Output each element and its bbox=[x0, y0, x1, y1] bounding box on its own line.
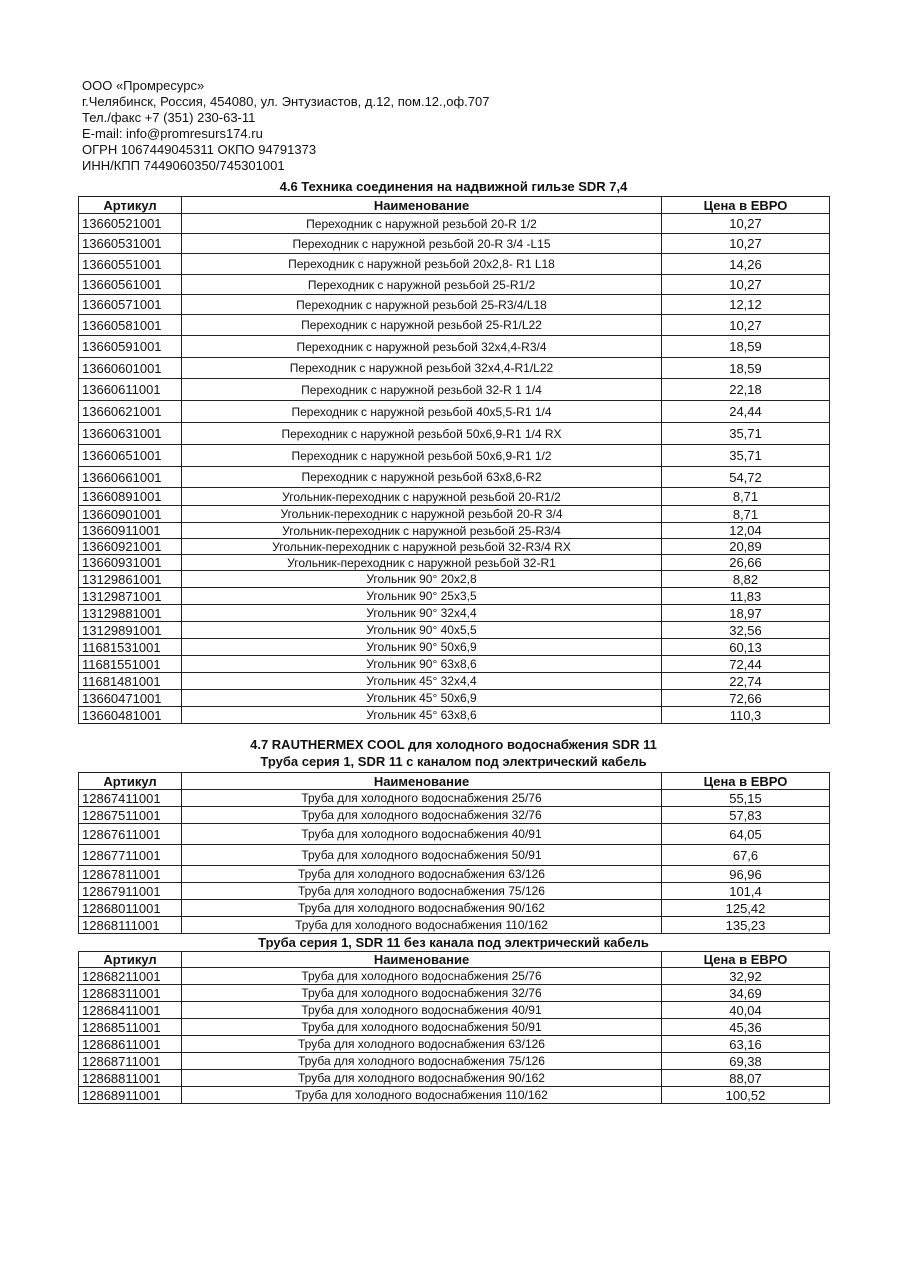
article-cell: 13660591001 bbox=[79, 336, 182, 358]
article-cell: 11681531001 bbox=[79, 639, 182, 656]
name-cell: Труба для холодного водоснабжения 90/162 bbox=[182, 900, 662, 917]
price-cell: 18,59 bbox=[662, 358, 830, 379]
price-cell: 64,05 bbox=[662, 824, 830, 845]
price-cell: 18,97 bbox=[662, 605, 830, 622]
company-email: E-mail: info@promresurs174.ru bbox=[82, 126, 263, 141]
name-cell: Труба для холодного водоснабжения 50/91 bbox=[182, 1019, 662, 1036]
table-row bbox=[79, 900, 830, 917]
price-cell: 20,89 bbox=[662, 539, 830, 555]
article-cell: 12867611001 bbox=[79, 824, 182, 845]
table-row bbox=[79, 254, 830, 275]
table-row bbox=[79, 275, 830, 295]
table-row bbox=[79, 1087, 830, 1104]
price-cell: 72,66 bbox=[662, 690, 830, 707]
price-cell: 35,71 bbox=[662, 445, 830, 467]
article-cell: 12868811001 bbox=[79, 1070, 182, 1087]
price-cell: 18,59 bbox=[662, 336, 830, 358]
name-cell: Угольник 45° 50x6,9 bbox=[182, 690, 662, 707]
header-price: Цена в ЕВРО bbox=[662, 952, 830, 968]
name-cell: Переходник с наружной резьбой 25-R3/4/L18 bbox=[182, 295, 662, 315]
price-cell: 88,07 bbox=[662, 1070, 830, 1087]
article-cell: 11681551001 bbox=[79, 656, 182, 673]
company-inn: ИНН/КПП 7449060350/745301001 bbox=[82, 158, 285, 173]
name-cell: Переходник с наружной резьбой 20-R 1/2 bbox=[182, 214, 662, 234]
article-cell: 13660571001 bbox=[79, 295, 182, 315]
price-cell: 22,18 bbox=[662, 379, 830, 401]
name-cell: Переходник с наружной резьбой 50x6,9-R1 1/2 bbox=[182, 445, 662, 467]
company-ogrn: ОГРН 1067449045311 ОКПО 94791373 bbox=[82, 142, 317, 157]
table-row bbox=[79, 690, 830, 707]
price-cell: 12,12 bbox=[662, 295, 830, 315]
article-cell: 13129861001 bbox=[79, 571, 182, 588]
table-row bbox=[79, 423, 830, 445]
table-row bbox=[79, 845, 830, 866]
name-cell: Угольник 90° 63x8,6 bbox=[182, 656, 662, 673]
article-cell: 13660601001 bbox=[79, 358, 182, 379]
name-cell: Угольник-переходник с наружной резьбой 32-R3/4 RX bbox=[182, 539, 662, 555]
article-cell: 13660621001 bbox=[79, 401, 182, 423]
name-cell: Переходник с наружной резьбой 32-R 1 1/4 bbox=[182, 379, 662, 401]
table-row bbox=[79, 1036, 830, 1053]
article-cell: 12867911001 bbox=[79, 883, 182, 900]
table-row bbox=[79, 1070, 830, 1087]
price-cell: 101,4 bbox=[662, 883, 830, 900]
name-cell: Переходник с наружной резьбой 20-R 3/4 -L15 bbox=[182, 234, 662, 254]
article-cell: 13129871001 bbox=[79, 588, 182, 605]
price-cell: 12,04 bbox=[662, 523, 830, 539]
table-row bbox=[79, 315, 830, 336]
table-row bbox=[79, 358, 830, 379]
article-cell: 12867711001 bbox=[79, 845, 182, 866]
table-row bbox=[79, 445, 830, 467]
name-cell: Труба для холодного водоснабжения 110/162 bbox=[182, 917, 662, 934]
article-cell: 13660561001 bbox=[79, 275, 182, 295]
article-cell: 13660611001 bbox=[79, 379, 182, 401]
article-cell: 13660521001 bbox=[79, 214, 182, 234]
name-cell: Труба для холодного водоснабжения 32/76 bbox=[182, 985, 662, 1002]
article-cell: 12868411001 bbox=[79, 1002, 182, 1019]
table-row bbox=[79, 622, 830, 639]
article-cell: 12867411001 bbox=[79, 790, 182, 807]
price-cell: 10,27 bbox=[662, 214, 830, 234]
article-cell: 13660911001 bbox=[79, 523, 182, 539]
name-cell: Угольник 90° 25x3,5 bbox=[182, 588, 662, 605]
price-cell: 10,27 bbox=[662, 275, 830, 295]
name-cell: Переходник с наружной резьбой 20x2,8- R1 L18 bbox=[182, 254, 662, 275]
name-cell: Труба для холодного водоснабжения 110/162 bbox=[182, 1087, 662, 1104]
table-row bbox=[79, 539, 830, 555]
price-table-with-channel bbox=[78, 772, 830, 934]
price-cell: 110,3 bbox=[662, 707, 830, 724]
table-row bbox=[79, 917, 830, 934]
table-row bbox=[79, 824, 830, 845]
article-cell: 13129881001 bbox=[79, 605, 182, 622]
price-cell: 67,6 bbox=[662, 845, 830, 866]
name-cell: Переходник с наружной резьбой 40x5,5-R1 1/4 bbox=[182, 401, 662, 423]
table-row bbox=[79, 807, 830, 824]
table-row bbox=[79, 234, 830, 254]
name-cell: Переходник с наружной резьбой 32x4,4-R1/L22 bbox=[182, 358, 662, 379]
company-name: ООО «Промресурс» bbox=[82, 78, 205, 93]
name-cell: Труба для холодного водоснабжения 25/76 bbox=[182, 790, 662, 807]
name-cell: Угольник 45° 32x4,4 bbox=[182, 673, 662, 690]
header-article: Артикул bbox=[79, 952, 182, 968]
table-row bbox=[79, 401, 830, 423]
name-cell: Труба для холодного водоснабжения 32/76 bbox=[182, 807, 662, 824]
header-article: Артикул bbox=[79, 197, 182, 214]
price-cell: 72,44 bbox=[662, 656, 830, 673]
article-cell: 12868511001 bbox=[79, 1019, 182, 1036]
header-name: Наименование bbox=[182, 773, 662, 790]
name-cell: Угольник-переходник с наружной резьбой 20-R 3/4 bbox=[182, 506, 662, 523]
section-title-4-6: 4.6 Техника соединения на надвижной гильзе SDR 7,4 bbox=[279, 179, 628, 194]
article-cell: 13660901001 bbox=[79, 506, 182, 523]
table-row bbox=[79, 336, 830, 358]
article-cell: 13660931001 bbox=[79, 555, 182, 571]
price-cell: 60,13 bbox=[662, 639, 830, 656]
article-cell: 13660581001 bbox=[79, 315, 182, 336]
name-cell: Труба для холодного водоснабжения 25/76 bbox=[182, 968, 662, 985]
name-cell: Труба для холодного водоснабжения 50/91 bbox=[182, 845, 662, 866]
table-row bbox=[79, 707, 830, 724]
name-cell: Угольник 90° 40x5,5 bbox=[182, 622, 662, 639]
price-cell: 45,36 bbox=[662, 1019, 830, 1036]
table-row bbox=[79, 295, 830, 315]
table-row bbox=[79, 639, 830, 656]
name-cell: Угольник-переходник с наружной резьбой 20-R1/2 bbox=[182, 488, 662, 506]
table-row bbox=[79, 866, 830, 883]
price-cell: 8,71 bbox=[662, 506, 830, 523]
company-header bbox=[82, 78, 490, 174]
price-cell: 100,52 bbox=[662, 1087, 830, 1104]
price-cell: 22,74 bbox=[662, 673, 830, 690]
price-cell: 35,71 bbox=[662, 423, 830, 445]
article-cell: 13660481001 bbox=[79, 707, 182, 724]
article-cell: 13660921001 bbox=[79, 539, 182, 555]
article-cell: 12868611001 bbox=[79, 1036, 182, 1053]
table-row bbox=[79, 379, 830, 401]
table-row bbox=[79, 1002, 830, 1019]
article-cell: 13660551001 bbox=[79, 254, 182, 275]
header-price: Цена в ЕВРО bbox=[662, 773, 830, 790]
article-cell: 12867511001 bbox=[79, 807, 182, 824]
section-subtitle-with-channel: Труба серия 1, SDR 11 с каналом под электрический кабель bbox=[260, 754, 647, 769]
name-cell: Труба для холодного водоснабжения 63/126 bbox=[182, 1036, 662, 1053]
company-address: г.Челябинск, Россия, 454080, ул. Энтузиастов, д.12, пом.12.,оф.707 bbox=[82, 94, 490, 109]
article-cell: 12867811001 bbox=[79, 866, 182, 883]
name-cell: Угольник 90° 20x2,8 bbox=[182, 571, 662, 588]
name-cell: Труба для холодного водоснабжения 75/126 bbox=[182, 1053, 662, 1070]
price-cell: 8,82 bbox=[662, 571, 830, 588]
table-row bbox=[79, 673, 830, 690]
price-cell: 14,26 bbox=[662, 254, 830, 275]
price-cell: 135,23 bbox=[662, 917, 830, 934]
table-row bbox=[79, 1019, 830, 1036]
name-cell: Переходник с наружной резьбой 63x8,6-R2 bbox=[182, 467, 662, 488]
price-cell: 54,72 bbox=[662, 467, 830, 488]
price-cell: 34,69 bbox=[662, 985, 830, 1002]
price-cell: 57,83 bbox=[662, 807, 830, 824]
header-name: Наименование bbox=[182, 952, 662, 968]
name-cell: Переходник с наружной резьбой 25-R1/L22 bbox=[182, 315, 662, 336]
price-cell: 32,92 bbox=[662, 968, 830, 985]
table-row bbox=[79, 467, 830, 488]
header-article: Артикул bbox=[79, 773, 182, 790]
price-cell: 10,27 bbox=[662, 234, 830, 254]
price-cell: 11,83 bbox=[662, 588, 830, 605]
table-row bbox=[79, 571, 830, 588]
price-cell: 40,04 bbox=[662, 1002, 830, 1019]
price-table-4-6 bbox=[78, 196, 830, 724]
name-cell: Труба для холодного водоснабжения 75/126 bbox=[182, 883, 662, 900]
name-cell: Труба для холодного водоснабжения 40/91 bbox=[182, 824, 662, 845]
article-cell: 12868111001 bbox=[79, 917, 182, 934]
price-cell: 8,71 bbox=[662, 488, 830, 506]
header-name: Наименование bbox=[182, 197, 662, 214]
table-row bbox=[79, 523, 830, 539]
name-cell: Угольник 45° 63x8,6 bbox=[182, 707, 662, 724]
table-row bbox=[79, 555, 830, 571]
article-cell: 13129891001 bbox=[79, 622, 182, 639]
table-row bbox=[79, 588, 830, 605]
article-cell: 13660531001 bbox=[79, 234, 182, 254]
article-cell: 11681481001 bbox=[79, 673, 182, 690]
name-cell: Угольник-переходник с наружной резьбой 25-R3/4 bbox=[182, 523, 662, 539]
section-title-4-7: 4.7 RAUTHERMEX COOL для холодного водоснабжения SDR 11 bbox=[250, 737, 657, 752]
price-cell: 32,56 bbox=[662, 622, 830, 639]
table-row bbox=[79, 506, 830, 523]
article-cell: 13660471001 bbox=[79, 690, 182, 707]
price-cell: 26,66 bbox=[662, 555, 830, 571]
price-cell: 125,42 bbox=[662, 900, 830, 917]
price-table-without-channel bbox=[78, 951, 830, 1104]
article-cell: 13660651001 bbox=[79, 445, 182, 467]
name-cell: Переходник с наружной резьбой 32x4,4-R3/4 bbox=[182, 336, 662, 358]
name-cell: Угольник 90° 32x4,4 bbox=[182, 605, 662, 622]
article-cell: 12868011001 bbox=[79, 900, 182, 917]
article-cell: 13660891001 bbox=[79, 488, 182, 506]
price-cell: 63,16 bbox=[662, 1036, 830, 1053]
table-row bbox=[79, 968, 830, 985]
name-cell: Труба для холодного водоснабжения 63/126 bbox=[182, 866, 662, 883]
table-row bbox=[79, 656, 830, 673]
article-cell: 13660631001 bbox=[79, 423, 182, 445]
price-cell: 10,27 bbox=[662, 315, 830, 336]
table-row bbox=[79, 1053, 830, 1070]
header-price: Цена в ЕВРО bbox=[662, 197, 830, 214]
table-row bbox=[79, 883, 830, 900]
name-cell: Угольник-переходник с наружной резьбой 32-R1 bbox=[182, 555, 662, 571]
name-cell: Труба для холодного водоснабжения 40/91 bbox=[182, 1002, 662, 1019]
section-title-without-channel: Труба серия 1, SDR 11 без канала под электрический кабель bbox=[258, 935, 649, 950]
price-cell: 69,38 bbox=[662, 1053, 830, 1070]
article-cell: 12868711001 bbox=[79, 1053, 182, 1070]
table-row bbox=[79, 214, 830, 234]
article-cell: 13660661001 bbox=[79, 467, 182, 488]
name-cell: Угольник 90° 50x6,9 bbox=[182, 639, 662, 656]
table-row bbox=[79, 605, 830, 622]
table-row bbox=[79, 985, 830, 1002]
name-cell: Переходник с наружной резьбой 25-R1/2 bbox=[182, 275, 662, 295]
table-row bbox=[79, 790, 830, 807]
article-cell: 12868311001 bbox=[79, 985, 182, 1002]
name-cell: Переходник с наружной резьбой 50x6,9-R1 1/4 RX bbox=[182, 423, 662, 445]
price-cell: 24,44 bbox=[662, 401, 830, 423]
price-cell: 96,96 bbox=[662, 866, 830, 883]
price-cell: 55,15 bbox=[662, 790, 830, 807]
article-cell: 12868211001 bbox=[79, 968, 182, 985]
company-phone: Тел./факс +7 (351) 230-63-11 bbox=[82, 110, 256, 125]
table-row bbox=[79, 488, 830, 506]
name-cell: Труба для холодного водоснабжения 90/162 bbox=[182, 1070, 662, 1087]
article-cell: 12868911001 bbox=[79, 1087, 182, 1104]
